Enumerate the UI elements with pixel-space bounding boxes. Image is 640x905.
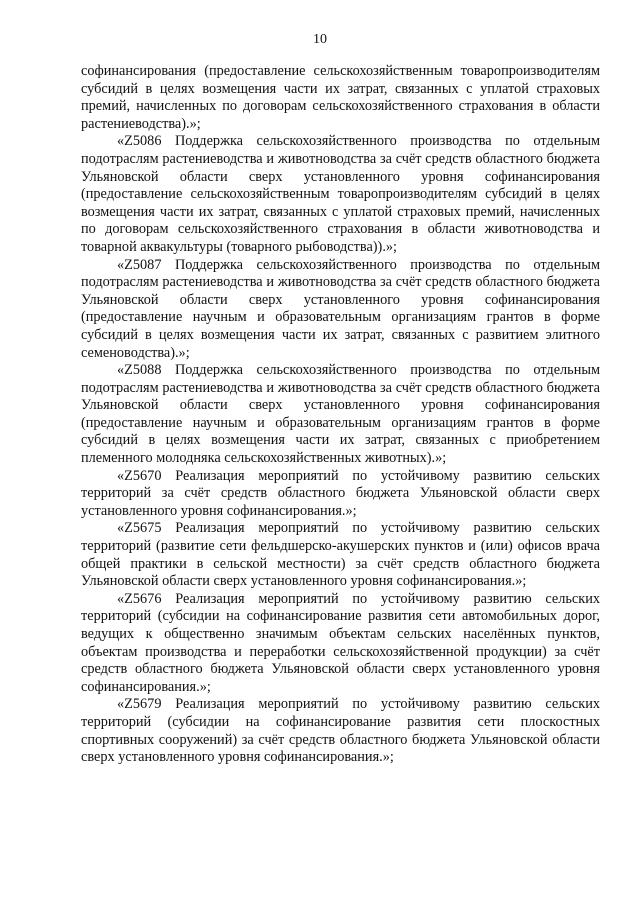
- paragraph-z5679: «Z5679 Реализация мероприятий по устойчивому развитию сельских территорий (субсидии на софинансирование развития сети плоскостных спортивных сооружений) за счёт средств областного бюджета Ульяновской области сверх установленного уровня софинансирования.»;: [81, 696, 600, 766]
- paragraph-z5086: «Z5086 Поддержка сельскохозяйственного производства по отдельным подотраслям растениеводства и животноводства за счёт средств областного бюджета Ульяновской области сверх установленного уровня софинансирования (предоставление сельскохозяйственным товаропроизводителям субсидий в целях возмещения части их затрат, связанных с уплатой страховых премий, начисленных по договорам сельскохозяйственного страхования в области животноводства и товарной аквакультуры (товарного рыбоводства)).»;: [81, 133, 600, 255]
- document-body: [81, 63, 600, 767]
- paragraph-z5087: «Z5087 Поддержка сельскохозяйственного производства по отдельным подотраслям растениеводства и животноводства за счёт средств областного бюджета Ульяновской области сверх установленного уровня софинансирования (предоставление научным и образовательным организациям грантов в форме субсидий в целях возмещения части их затрат, связанных с развитием элитного семеноводства).»;: [81, 256, 600, 361]
- paragraph-z5676: «Z5676 Реализация мероприятий по устойчивому развитию сельских территорий (субсидии на софинансирование развития сети автомобильных дорог, ведущих к общественно значимым объектам сельских населённых пунктов, объектам производства и переработки сельскохозяйственной продукции) за счёт средств областного бюджета Ульяновской области сверх установленного уровня софинансирования.»;: [81, 590, 600, 695]
- paragraph-continuation: софинансирования (предоставление сельскохозяйственным товаропроизводителям субсидий в целях возмещения части их затрат, связанных с уплатой страховых премий, начисленных по договорам сельскохозяйственного страхования в области растениеводства).»;: [81, 63, 600, 132]
- paragraph-z5670: «Z5670 Реализация мероприятий по устойчивому развитию сельских территорий за счёт средств областного бюджета Ульяновской области сверх установленного уровня софинансирования.»;: [81, 467, 600, 519]
- page-number: 10: [313, 32, 327, 47]
- paragraph-z5088: «Z5088 Поддержка сельскохозяйственного производства по отдельным подотраслям растениеводства и животноводства за счёт средств областного бюджета Ульяновской области сверх установленного уровня софинансирования (предоставление научным и образовательным организациям грантов в форме субсидий в целях возмещения части их затрат, связанных с приобретением племенного молодняка сельскохозяйственных животных).»;: [81, 362, 600, 467]
- paragraph-z5675: «Z5675 Реализация мероприятий по устойчивому развитию сельских территорий (развитие сети фельдшерско-акушерских пунктов и (или) офисов врача общей практики в сельской местности) за счёт средств областного бюджета Ульяновской области сверх установленного уровня софинансирования.»;: [81, 520, 600, 590]
